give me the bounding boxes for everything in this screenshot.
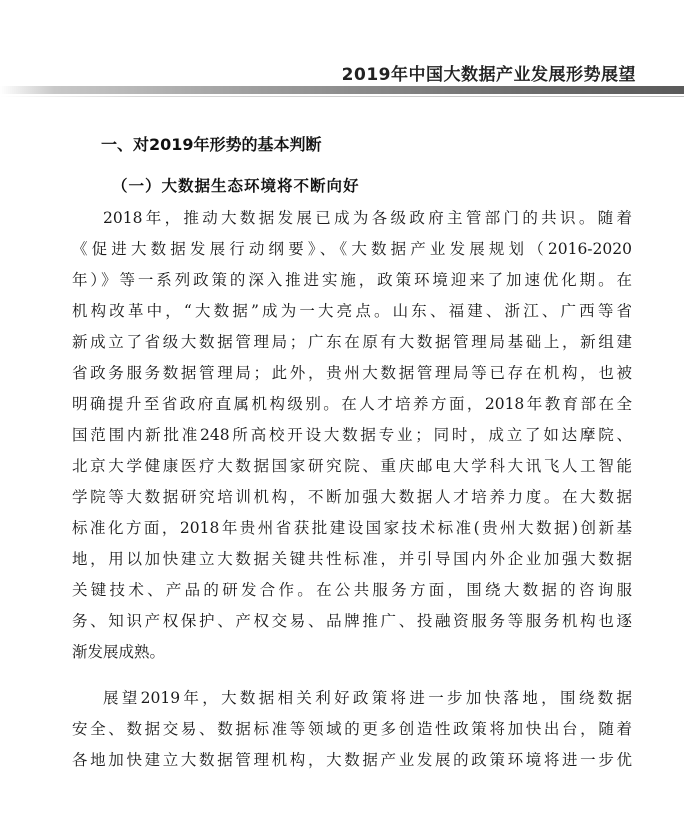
paragraph-line: 展望2019年，大数据相关利好政策将进一步加快落地，围绕数据 bbox=[103, 689, 632, 707]
header-title: 2019年中国大数据产业发展形势展望 bbox=[341, 65, 636, 85]
paragraph-line: 各地加快建立大数据管理机构，大数据产业发展的政策环境将进一步优 bbox=[72, 751, 632, 769]
paragraph-line: 地，用以加快建立大数据关键共性标准，并引导国内外企业加强大数据 bbox=[72, 550, 632, 568]
paragraph-line: 学院等大数据研究培训机构，不断加强大数据人才培养力度。在大数据 bbox=[72, 488, 632, 506]
paragraph-line: 北京大学健康医疗大数据国家研究院、重庆邮电大学科大讯飞人工智能 bbox=[72, 457, 632, 475]
paragraph-line: 渐发展成熟。 bbox=[72, 643, 166, 661]
header-rule bbox=[0, 86, 684, 94]
paragraph-line: 关键技术、产品的研发合作。在公共服务方面，围绕大数据的咨询服 bbox=[72, 581, 632, 599]
paragraph-line: 明确提升至省政府直属机构级别。在人才培养方面，2018年教育部在全 bbox=[72, 395, 632, 413]
header-rule-thin bbox=[0, 96, 684, 97]
paragraph-line: 《促进大数据发展行动纲要》、《大数据产业发展规划（2016-2020 bbox=[72, 240, 632, 258]
paragraph-line: 新成立了省级大数据管理局；广东在原有大数据管理局基础上，新组建 bbox=[72, 333, 632, 351]
subsection-heading: （一）大数据生态环境将不断向好 bbox=[112, 177, 360, 195]
paragraph-line: 标准化方面，2018年贵州省获批建设国家技术标准(贵州大数据)创新基 bbox=[72, 519, 632, 537]
paragraph-line: 省政务服务数据管理局；此外，贵州大数据管理局等已存在机构，也被 bbox=[72, 364, 632, 382]
paragraph-line: 机构改革中，“大数据”成为一大亮点。山东、福建、浙江、广西等省 bbox=[72, 302, 632, 320]
paragraph-line: 安全、数据交易、数据标准等领域的更多创造性政策将加快出台，随着 bbox=[72, 720, 632, 738]
paragraph-line: 2018年，推动大数据发展已成为各级政府主管部门的共识。随着 bbox=[103, 209, 632, 227]
paragraph-line: 国范围内新批准248所高校开设大数据专业；同时，成立了如达摩院、 bbox=[72, 426, 632, 444]
paragraph-line: 年）》等一系列政策的深入推进实施，政策环境迎来了加速优化期。在 bbox=[72, 271, 632, 289]
section-heading: 一、对2019年形势的基本判断 bbox=[101, 135, 322, 154]
paragraph-line: 务、知识产权保护、产权交易、品牌推广、投融资服务等服务机构也逐 bbox=[72, 612, 632, 630]
